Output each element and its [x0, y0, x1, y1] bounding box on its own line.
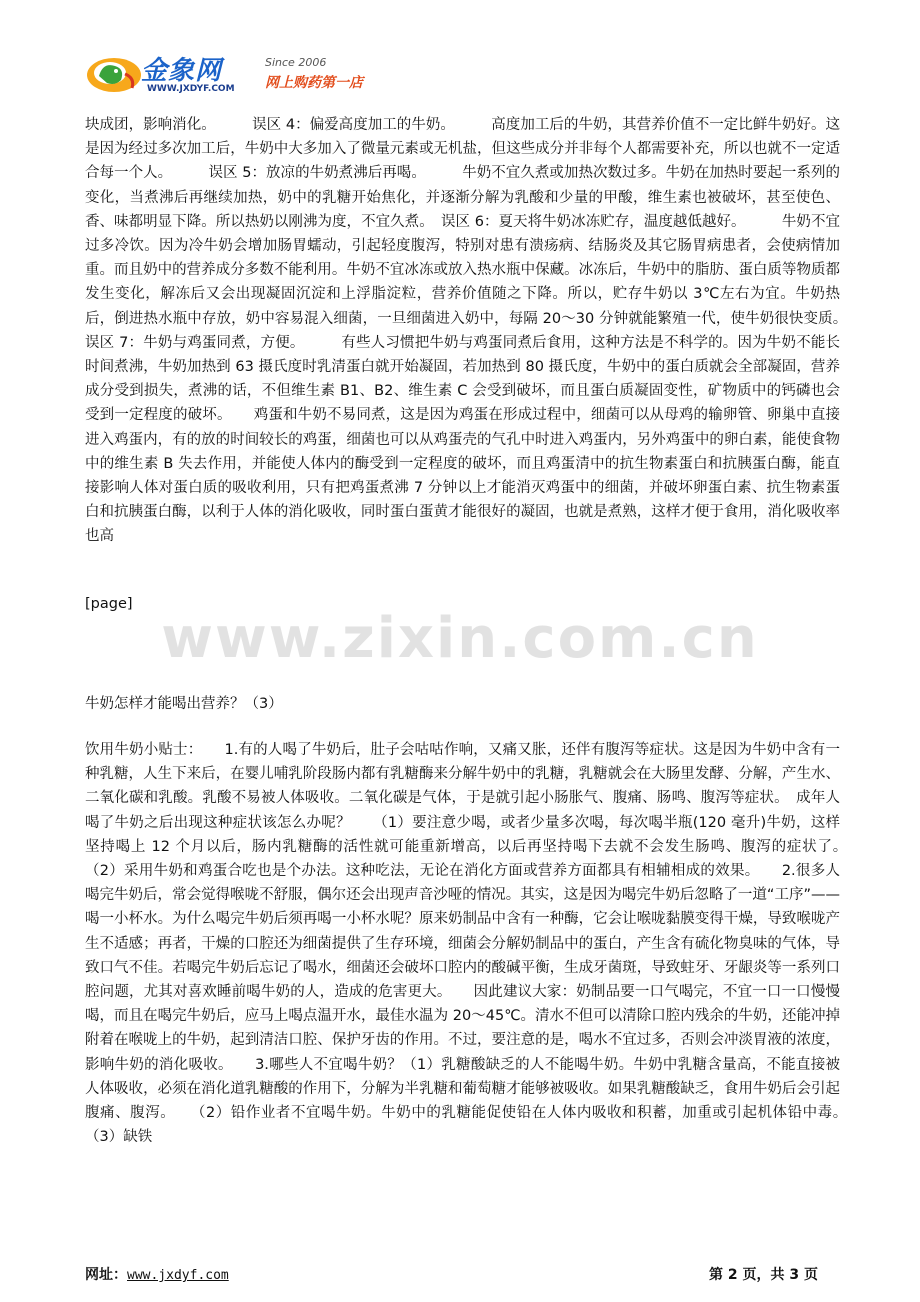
page-number: 第 2 页，共 3 页: [709, 1267, 818, 1283]
brand-url[interactable]: WWW.JXDYF.COM: [147, 84, 235, 94]
page-marker: [page]: [85, 596, 133, 612]
footer-url-label: 网址：: [85, 1267, 127, 1283]
article-section-1: 块成团，影响消化。 误区 4：偏爱高度加工的牛奶。 高度加工后的牛奶，其营养价值不一定比鲜牛奶好。这是因为经过多次加工后，牛奶中大多加入了微量元素或无机盐，但这些成分并非每个人都需要补充，所以也就不一定适合每一个人。 误区 5：放凉的牛奶煮沸后再喝。 牛奶不宜久煮或加热次数过多。牛奶在加热时要起一系列的变化，当煮沸后再继续加热，奶中的乳糖开始焦化，并逐渐分解为乳酸和少量的甲酸，维生素也被破坏，甚至使色、香、味都明显下降。所以热奶以刚沸为度，不宜久煮。 误区 6：夏天将牛奶冰冻贮存，温度越低越好。 牛奶不宜过多冷饮。因为冷牛奶会增加肠胃蠕动，引起轻度腹泻，特别对患有溃疡病、结肠炎及其它肠胃病患者，会使病情加重。而且奶中的营养成分多数不能利用。牛奶不宜冰冻或放入热水瓶中保藏。冰冻后，牛奶中的脂肪、蛋白质等物质都发生变化，解冻后又会出现凝固沉淀和上浮脂淀粒，营养价值随之下降。所以，贮存牛奶以 3℃左右为宜。牛奶热后，倒进热水瓶中存放，奶中容易混入细菌，一旦细菌进入奶中，每隔 20～30 分钟就能繁殖一代，使牛奶很快变质。 误区 7：牛奶与鸡蛋同煮，方便。 有些人习惯把牛奶与鸡蛋同煮后食用，这种方法是不科学的。因为牛奶不能长时间煮沸，牛奶加热到 63 摄氏度时乳清蛋白就开始凝固，若加热到 80 摄氏度，牛奶中的蛋白质就会全部凝固，营养成分受到损失，煮沸的话，不但维生素 B1、B2、维生素 C 会受到破坏，而且蛋白质凝固变性，矿物质中的钙磷也会受到一定程度的破坏。 鸡蛋和牛奶不易同煮，这是因为鸡蛋在形成过程中，细菌可以从母鸡的输卵管、卵巢中直接进入鸡蛋内，有的放的时间较长的鸡蛋，细菌也可以从鸡蛋壳的气孔中时进入鸡蛋内，另外鸡蛋中的卵白素，能使食物中的维生素 B 失去作用，并能使人体内的酶受到一定程度的破坏，而且鸡蛋清中的抗生物素蛋白和抗胰蛋白酶，能直接影响人体对蛋白质的吸收利用，只有把鸡蛋煮沸 7 分钟以上才能消灭鸡蛋中的细菌，并破坏卵蛋白素、抗生物素蛋白和抗胰蛋白酶，以利于人体的消化吸收，同时蛋白蛋黄才能很好的凝固，也就是煮熟，这样才便于食用，消化吸收率也高: [85, 117, 855, 545]
brand-name[interactable]: 金象网: [141, 56, 223, 86]
footer-url-link[interactable]: www.jxdyf.com: [127, 1268, 229, 1283]
article-section-2: 饮用牛奶小贴士： 1.有的人喝了牛奶后，肚子会咕咕作响，又痛又胀，还伴有腹泻等症状。这是因为牛奶中含有一种乳糖，人生下来后，在婴儿哺乳阶段肠内都有乳糖酶来分解牛奶中的乳糖，乳糖就会在大肠里发酵、分解，产生水、二氧化碳和乳酸。乳酸不易被人体吸收。二氧化碳是气体，于是就引起小肠胀气、腹痛、肠鸣、腹泻等症状。 成年人喝了牛奶之后出现这种症状该怎么办呢？ （1）要注意少喝，或者少量多次喝，每次喝半瓶(120 毫升)牛奶，这样坚持喝上 12 个月以后，肠内乳糖酶的活性就可能重新增高，以后再坚持喝下去就不会发生肠鸣、腹泻的症状了。 （2）采用牛奶和鸡蛋合吃也是个办法。这种吃法，无论在消化方面或营养方面都具有相辅相成的效果。 2.很多人喝完牛奶后，常会觉得喉咙不舒服，偶尔还会出现声音沙哑的情况。其实，这是因为喝完牛奶后忽略了一道“工序”——喝一小杯水。为什么喝完牛奶后须再喝一小杯水呢？原来奶制品中含有一种酶，它会让喉咙黏膜变得干燥，导致喉咙产生不适感；再者，干燥的口腔还为细菌提供了生存环境，细菌会分解奶制品中的蛋白，产生含有硫化物臭味的气体，导致口气不佳。若喝完牛奶后忘记了喝水，细菌还会破坏口腔内的酸碱平衡，生成牙菌斑，导致蛀牙、牙龈炎等一系列口腔问题，尤其对喜欢睡前喝牛奶的人，造成的危害更大。 因此建议大家：奶制品要一口气喝完，不宜一口一口慢慢喝，而且在喝完牛奶后，应马上喝点温开水，最佳水温为 20～45℃。清水不但可以清除口腔内残余的牛奶，还能冲掉附着在喉咙上的牛奶，起到清洁口腔、保护牙齿的作用。不过，要注意的是，喝水不宜过多，否则会冲淡胃液的浓度，影响牛奶的消化吸收。 3.哪些人不宜喝牛奶？（1）乳糖酸缺乏的人不能喝牛奶。牛奶中乳糖含量高，不能直接被人体吸收，必须在消化道乳糖酸的作用下，分解为半乳糖和葡萄糖才能够被吸收。如果乳糖酸缺乏，食用牛奶后会引起腹痛、腹泻。 （2）铅作业者不宜喝牛奶。牛奶中的乳糖能促使铅在人体内吸收和积蓄，加重或引起机体铅中毒。 （3）缺铁: [85, 742, 869, 1146]
footer-website: [85, 1264, 229, 1284]
article-subtitle: 牛奶怎样才能喝出营养？（3）: [85, 696, 283, 712]
watermark: www.zixin.com.cn: [161, 606, 759, 671]
elephant-logo-icon: [85, 54, 143, 94]
slogan: 网上购药第一店: [265, 75, 363, 91]
since-label: Since 2006: [265, 56, 327, 69]
site-header: [85, 40, 415, 108]
